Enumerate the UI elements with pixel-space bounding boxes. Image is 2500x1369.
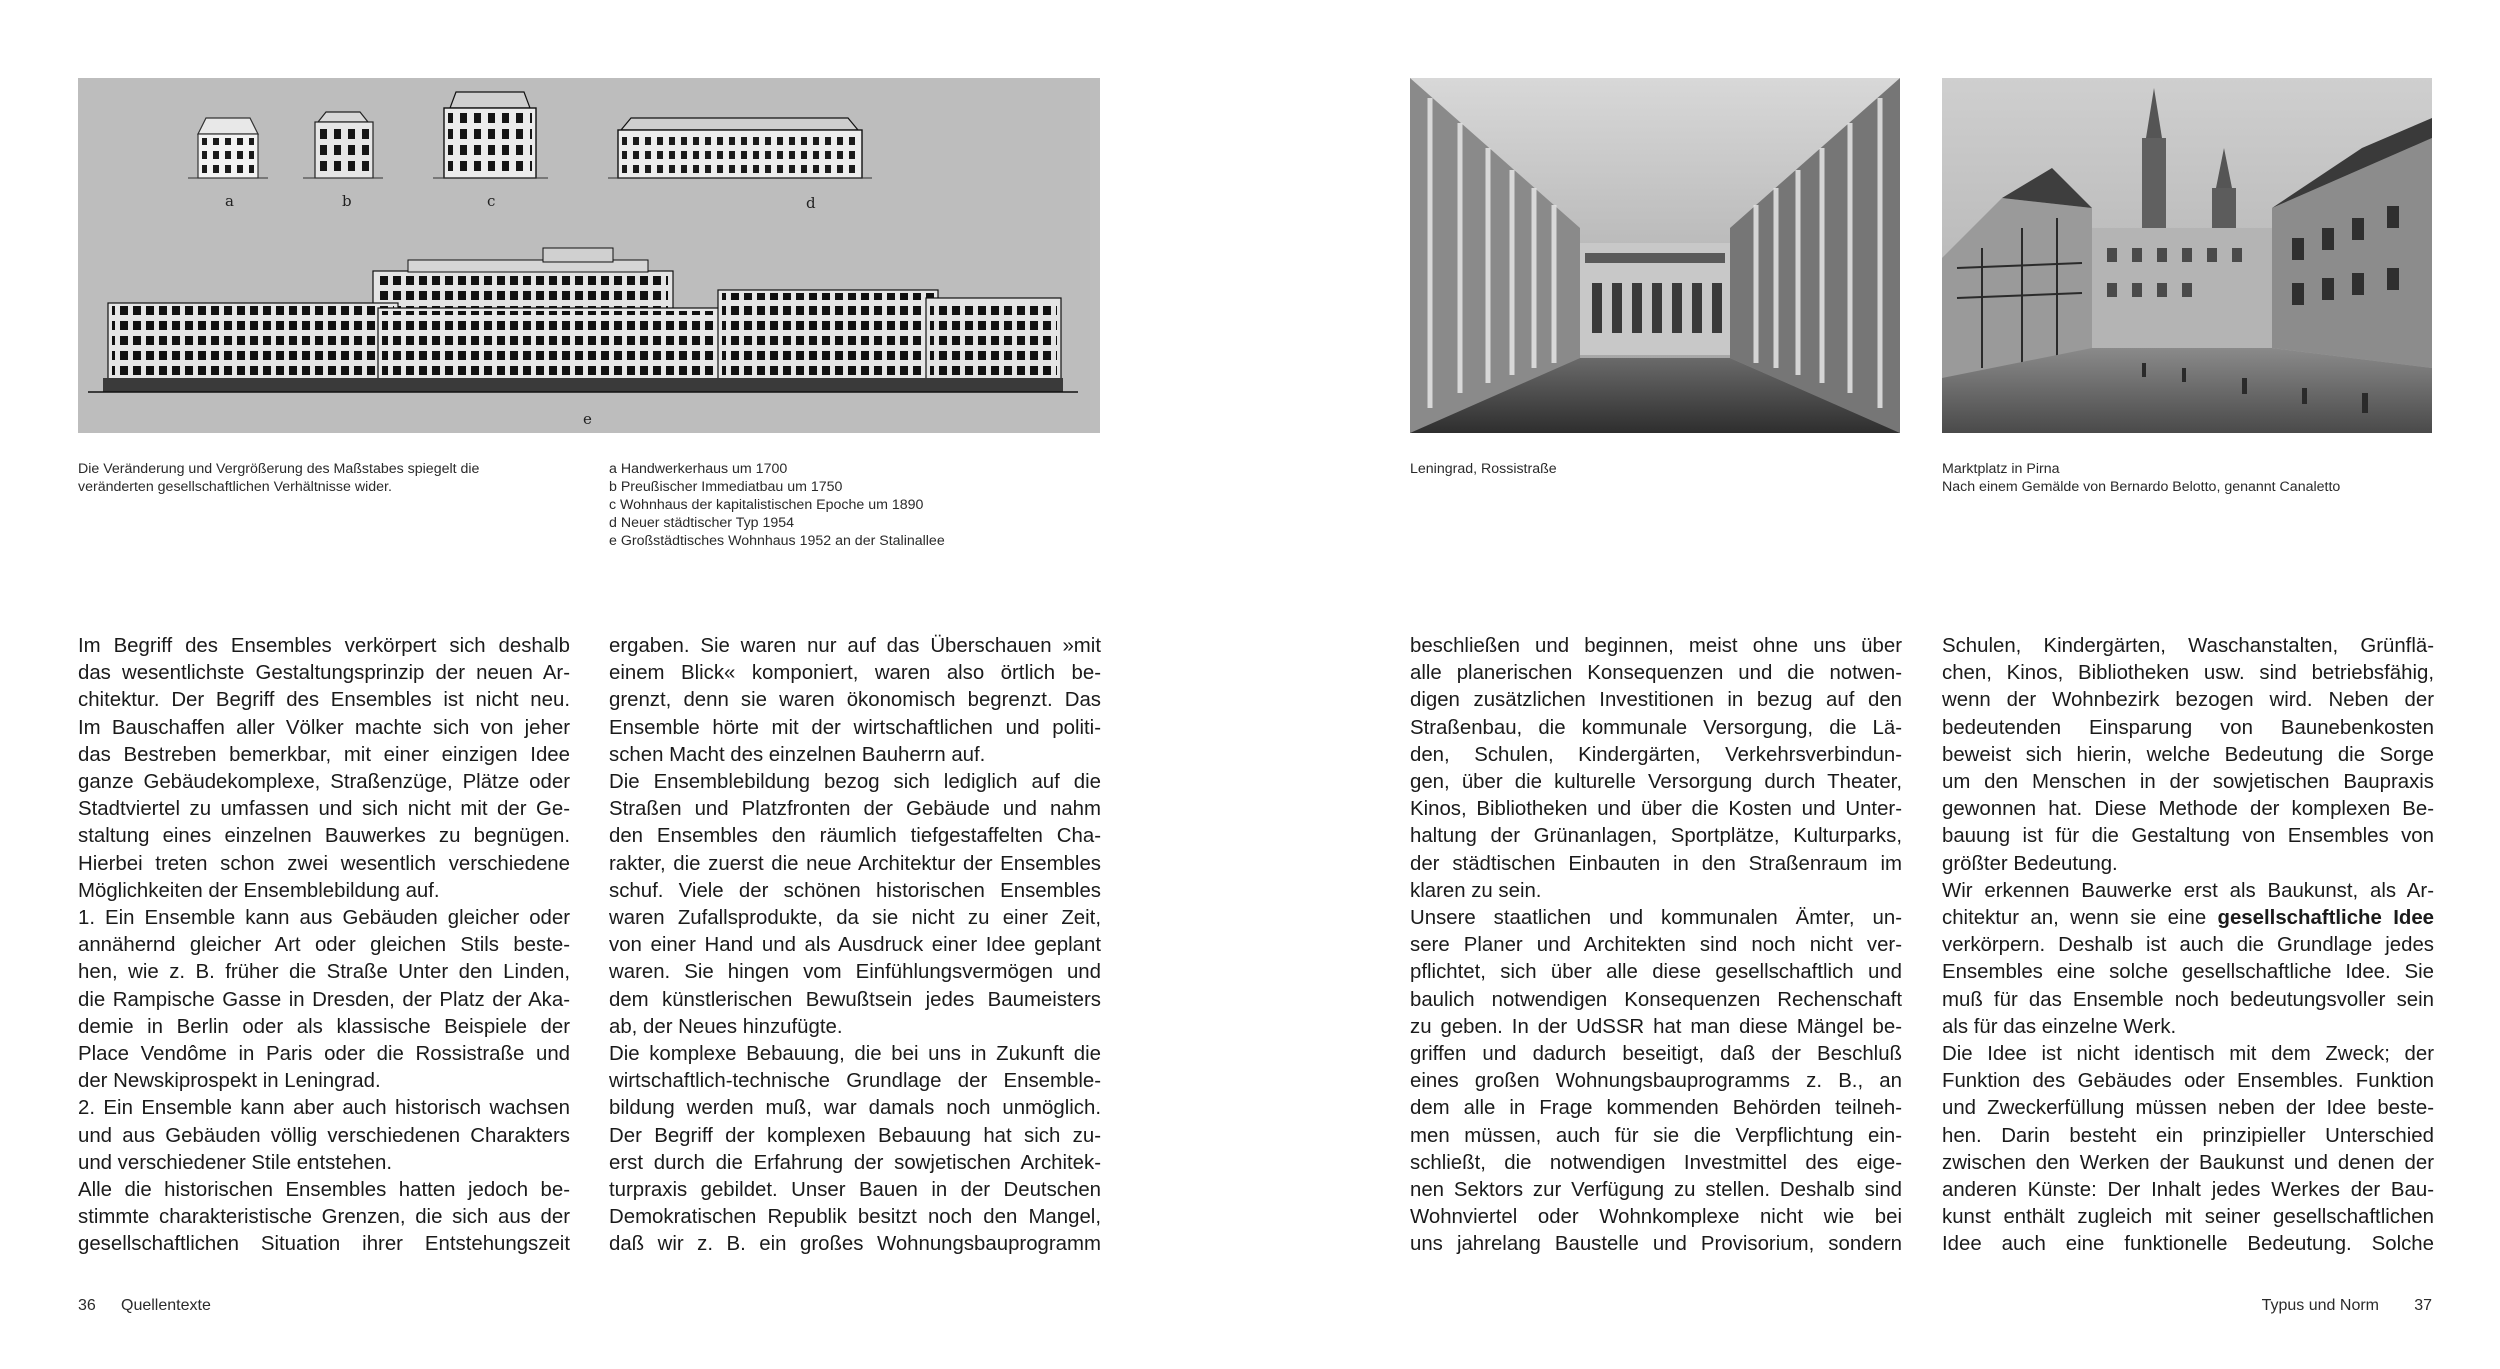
caption-line: Leningrad, Rossistraße — [1410, 461, 1557, 477]
legend-item-d: d Neuer städtischer Typ 1954 — [609, 515, 795, 531]
text-line: baulich notwendigen Konsequenzen Rechenschaft — [1410, 988, 1902, 1011]
running-title-left: Quellentexte — [121, 1297, 211, 1314]
text-line: hen. Darin besteht ein prinzipieller Unterschied — [1942, 1124, 2434, 1147]
building-b — [303, 112, 383, 178]
text-line: grenzt, denn sie waren ökonomisch begrenzt. Das — [609, 689, 1101, 712]
text-line: Hierbei treten schon zwei wesentlich verschiedene — [78, 852, 570, 875]
caption-legend — [609, 460, 945, 550]
figure-label-d: d — [806, 194, 816, 212]
text-line: den, Schulen, Kindergärten, Verkehrsverbindun- — [1410, 743, 1902, 766]
text-column-3 — [1410, 633, 1902, 1259]
text-line: nen Sektors zur Verfügung zu stellen. Deshalb sind — [1410, 1179, 1902, 1202]
text-line: bauung ist für die Gestaltung von Ensembles von — [1942, 825, 2434, 848]
text-line: chen, Kinos, Bibliotheken usw. sind betriebsfähig, — [1942, 662, 2434, 685]
text-line: Im Begriff des Ensembles verkörpert sich deshalb — [78, 635, 570, 657]
figure-label-e: e — [583, 410, 592, 428]
text-line-with-emphasis — [1942, 905, 2434, 932]
text-line: Schulen, Kindergärten, Waschanstalten, Grünflä- — [1942, 635, 2434, 657]
street-photo-svg — [1410, 78, 1900, 433]
figure-label-c: c — [487, 192, 496, 210]
text-line: bildung werden muß, war damals noch unmöglich. — [609, 1097, 1101, 1120]
text-line: Die Ensemblebildung bezog sich lediglich auf die — [609, 771, 1101, 794]
text-line: um den Menschen in der sowjetischen Baupraxis — [1942, 771, 2434, 794]
text-line: schließt, die notwendigen Investmittel des eige- — [1410, 1151, 1902, 1174]
text-line: staltung eines einzelnen Bauwerkes zu begnügen. — [78, 825, 570, 848]
text-line: als für das einzelne Werk. — [1942, 1015, 2177, 1038]
text-line: Idee auch eine funktionelle Bedeutung. Solche — [1942, 1233, 2434, 1256]
text-line: ganze Gebäudekomplexe, Straßenzüge, Plätze oder — [78, 771, 570, 794]
text-line: Ensemble hörte mit der wirtschaftlichen und politi- — [609, 716, 1101, 739]
building-e — [78, 248, 1100, 433]
text-line: klaren zu sein. — [1410, 879, 1542, 902]
market-square-svg — [1942, 78, 2432, 433]
text-line: Unsere staatlichen und kommunalen Ämter, un- — [1410, 907, 1902, 930]
text-line: waren. Sie hingen vom Einfühlungsvermögen und — [609, 961, 1101, 984]
text-line: Funktion des Gebäudes oder Ensembles. Funktion — [1942, 1070, 2434, 1093]
text-line: größter Bedeutung. — [1942, 852, 2118, 875]
text-line: Alle die historischen Ensembles hatten jedoch be- — [78, 1179, 570, 1202]
legend-item-c: c Wohnhaus der kapitalistischen Epoche um 1890 — [609, 497, 924, 513]
text-line: beschließen und beginnen, meist ohne uns über — [1410, 635, 1902, 657]
text-line: pflichtet, sich über alle diese gesellschaftlich und — [1410, 961, 1902, 984]
caption-main — [78, 460, 479, 496]
text-line: Der Begriff der komplexen Bebauung hat sich zu- — [609, 1124, 1101, 1147]
text-line: gen, über die kulturelle Versorgung durch Theater, — [1410, 771, 1902, 794]
text-line: Ensembles eine solche gesellschaftliche Idee. Sie — [1942, 961, 2434, 984]
text-column-2 — [609, 633, 1101, 1259]
text-line: und verschiedener Stile entstehen. — [78, 1151, 392, 1174]
text-line: demie in Berlin oder als klassische Beispiele der — [78, 1015, 570, 1038]
text-line: gewonnen hat. Diese Methode der komplexen Be- — [1942, 798, 2434, 821]
caption-photo-1 — [1410, 460, 1557, 478]
text-line: Möglichkeiten der Ensemblebildung auf. — [78, 879, 440, 902]
text-column-4 — [1942, 633, 2434, 1259]
text-line: und Zweckerfüllung müssen neben der Idee beste- — [1942, 1097, 2434, 1120]
legend-item-e: e Großstädtisches Wohnhaus 1952 an der Stalinallee — [609, 533, 945, 549]
text-line: von einer Hand und als Ausdruck einer Idee geplant — [609, 934, 1101, 957]
text-line: Straßen und Platzfronten der Gebäude und nahm — [609, 798, 1101, 821]
text-line: gesellschaftlichen Situation ihrer Entstehungszeit — [78, 1233, 570, 1256]
text-line: eines großen Wohnungsbauprogramms z. B., an — [1410, 1070, 1902, 1093]
text-line: verkörpern. Deshalb ist auch die Grundlage jedes — [1942, 934, 2434, 957]
text-line: kunst enthält zugleich mit seiner gesellschaftlichen — [1942, 1206, 2434, 1229]
text-line: schuf. Viele der schönen historischen Ensembles — [609, 879, 1101, 902]
text-line: ergaben. Sie waren nur auf das Überschauen »mit — [609, 635, 1101, 657]
text-line: Kinos, Bibliotheken und über die Kosten und Unter- — [1410, 798, 1902, 821]
text-line: das Bestreben bemerkbar, mit einer einzigen Idee — [78, 743, 570, 766]
text-line: Die Idee ist nicht identisch mit dem Zweck; der — [1942, 1043, 2434, 1066]
text-line: haltung der Grünanlagen, Sportplätze, Kulturparks, — [1410, 825, 1902, 848]
text-line: digen zusätzlichen Investitionen in bezug auf den — [1410, 689, 1902, 712]
text-line: waren Zufallsprodukte, da sie nicht zu einer Zeit, — [609, 907, 1101, 930]
text-line: anderen Künste: Der Inhalt jedes Werkes der Bau- — [1942, 1179, 2434, 1202]
emphasis-term: gesellschaftliche Idee — [2217, 907, 2434, 930]
text-line-prefix: chitektur an, wenn sie eine — [1942, 907, 2218, 930]
text-line: hen, wie z. B. früher die Straße Unter den Linden, — [78, 961, 570, 984]
caption-line: veränderten gesellschaftlichen Verhältnisse wider. — [78, 479, 392, 495]
text-line: die Rampische Gasse in Dresden, der Platz der Aka- — [78, 988, 570, 1011]
scale-comparison-drawing — [78, 78, 1100, 433]
text-line: und aus Gebäuden völlig verschiedenen Charakters — [78, 1124, 570, 1147]
text-line: einem Blick« komponiert, waren also örtlich be- — [609, 662, 1101, 685]
text-line: griffen und dadurch beseitigt, daß der Beschluß — [1410, 1043, 1902, 1066]
text-line: wirtschaftlich-technische Grundlage der Ensemble- — [609, 1070, 1101, 1093]
text-line: Straßenbau, die kommunale Versorgung, die Lä- — [1410, 716, 1902, 739]
text-line: das wesentlichste Gestaltungsprinzip der neuen Ar- — [78, 662, 570, 685]
text-line: erst durch die Erfahrung der sowjetischen Architek- — [609, 1151, 1101, 1174]
text-line: dem künstlerischen Bewußtsein jedes Baumeisters — [609, 988, 1101, 1011]
text-line: rakter, die zuerst die neue Architektur der Ensembles — [609, 852, 1101, 875]
text-line: den Ensembles den räumlich tiefgestaffelten Cha- — [609, 825, 1101, 848]
caption-line: Nach einem Gemälde von Bernardo Belotto, genannt Canaletto — [1942, 479, 2341, 495]
text-line: dem alle in Frage kommenden Behörden teilneh- — [1410, 1097, 1902, 1120]
text-line: muß für das Ensemble noch bedeutungsvoller sein — [1942, 988, 2434, 1011]
running-title-right: Typus und Norm — [2261, 1297, 2379, 1314]
text-line: schen Macht des einzelnen Bauherrn auf. — [609, 743, 986, 766]
text-line: turpraxis gebildet. Unser Bauen in der Deutschen — [609, 1179, 1101, 1202]
text-line: stimmte charakteristische Grenzen, die sich aus der — [78, 1206, 570, 1229]
text-line: der städtischen Einbauten in den Straßenraum im — [1410, 852, 1902, 875]
text-line: 1. Ein Ensemble kann aus Gebäuden gleicher oder — [78, 907, 570, 930]
text-line: Wir erkennen Bauwerke erst als Baukunst, als Ar- — [1942, 879, 2434, 902]
caption-line: Die Veränderung und Vergrößerung des Maßstabes spiegelt die — [78, 461, 480, 477]
text-line: Die komplexe Bebauung, die bei uns in Zukunft die — [609, 1043, 1101, 1066]
text-line: sere Planer und Architekten sind noch nicht ver- — [1410, 934, 1902, 957]
text-line: daß wir z. B. ein großes Wohnungsbauprogramm — [609, 1233, 1101, 1256]
photo-leningrad-rossistrasse — [1410, 78, 1900, 433]
building-c — [433, 92, 548, 178]
text-line: wenn der Wohnbezirk bezogen wird. Neben der — [1942, 689, 2434, 712]
figure-label-b: b — [342, 192, 352, 210]
caption-line: Marktplatz in Pirna — [1942, 461, 2060, 477]
text-line: Stadtviertel zu umfassen und sich nicht mit der Ge- — [78, 798, 570, 821]
legend-item-b: b Preußischer Immediatbau um 1750 — [609, 479, 843, 495]
text-line: beweist sich hierin, welche Bedeutung die Sorge — [1942, 743, 2434, 766]
page-number-right: 37 — [2414, 1297, 2432, 1314]
text-line: zwischen den Werken der Baukunst und denen der — [1942, 1151, 2434, 1174]
page-number-left: 36 — [78, 1297, 96, 1314]
text-line: Place Vendôme in Paris oder die Rossistraße und — [78, 1043, 570, 1066]
text-line: der Newskiprospekt in Leningrad. — [78, 1070, 381, 1093]
text-line: bedeutenden Einsparung von Baunebenkosten — [1942, 716, 2434, 739]
figure-label-a: a — [225, 192, 234, 210]
caption-photo-2 — [1942, 460, 2340, 496]
text-column-1 — [78, 633, 570, 1259]
building-a — [188, 118, 268, 178]
text-line: uns jahrelang Baustelle und Provisorium, sondern — [1410, 1233, 1902, 1256]
elevation-drawing-svg — [78, 78, 1100, 433]
text-line: men müssen, auch für sie die Verpflichtung ein- — [1410, 1124, 1902, 1147]
building-d — [608, 118, 872, 178]
text-line: Wohnviertel oder Wohnkomplexe nicht wie bei — [1410, 1206, 1902, 1229]
text-line: 2. Ein Ensemble kann aber auch historisch wachsen — [78, 1097, 570, 1120]
text-line: chitektur. Der Begriff des Ensembles ist nicht neu. — [78, 689, 570, 712]
text-line: Demokratischen Republik besitzt noch den Mangel, — [609, 1206, 1101, 1229]
painting-marktplatz-pirna — [1942, 78, 2432, 433]
legend-item-a: a Handwerkerhaus um 1700 — [609, 461, 788, 477]
text-line: annähernd gleicher Art oder gleichen Stils beste- — [78, 934, 570, 957]
text-line: zu geben. In der UdSSR hat man diese Mängel be- — [1410, 1015, 1902, 1038]
text-line: alle planerischen Konsequenzen und die notwen- — [1410, 662, 1902, 685]
text-line: Im Bauschaffen aller Völker machte sich von jeher — [78, 716, 570, 739]
text-line: ab, der Neues hinzufügte. — [609, 1015, 843, 1038]
